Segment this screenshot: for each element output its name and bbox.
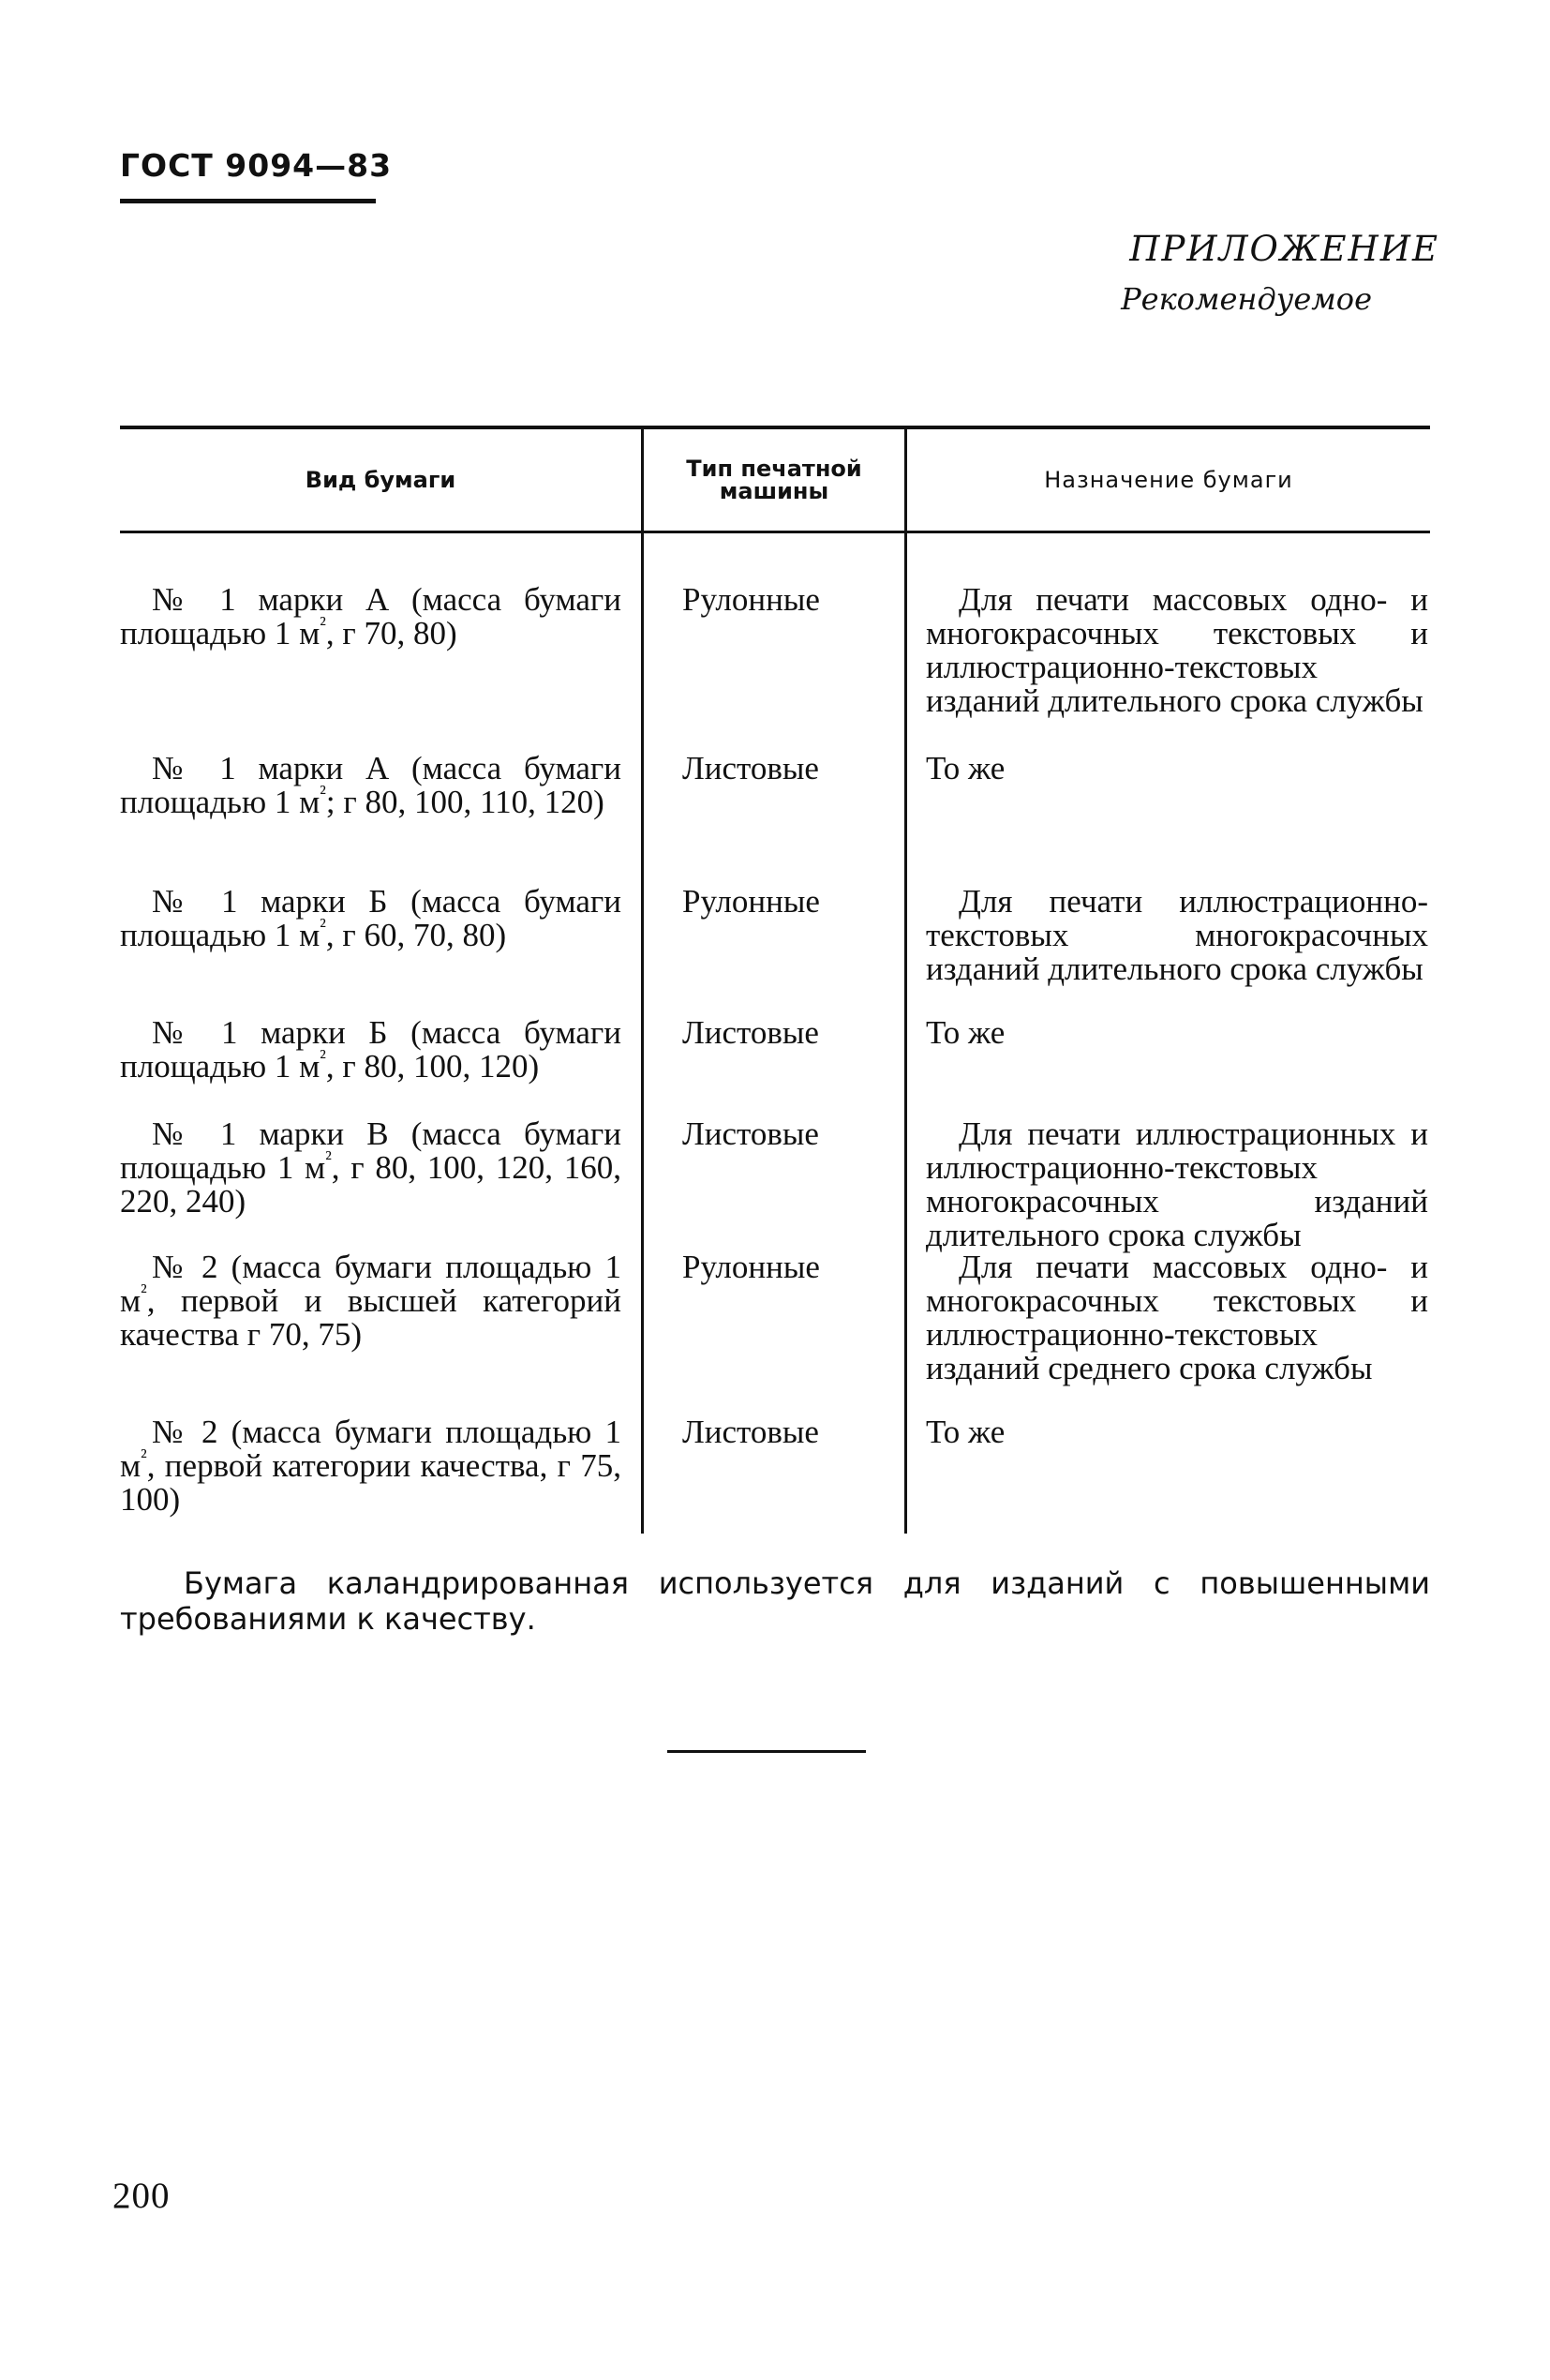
cell-purpose: То же bbox=[926, 1014, 1006, 1051]
table-header-rule bbox=[120, 531, 1430, 533]
cell-paper-type: № 2 (масса бумаги площадью 1 $м^{^2}$, первой категории качества, г 75, 100) bbox=[120, 1414, 621, 1518]
document-code: ГОСТ 9094—83 bbox=[120, 147, 393, 184]
cell-paper-type: № 1 марки А (масса бумаги площадью 1 $м^{^2}$; г 80, 100, 110, 120) bbox=[120, 750, 621, 820]
column-divider bbox=[641, 429, 644, 1534]
document-code-underline bbox=[120, 199, 376, 203]
cell-press-type: Листовые bbox=[682, 1115, 819, 1152]
cell-paper-type: № 2 (масса бумаги площадью 1 $м^{^2}$, первой и высшей категорий качества г 70, 75) bbox=[120, 1249, 621, 1353]
cell-paper-type: № 1 марки В (масса бумаги площадью 1 $м^{^2}$, г 80, 100, 120, 160, 220, 240) bbox=[120, 1115, 621, 1220]
page-number: 200 bbox=[112, 2176, 171, 2216]
column-header-purpose: Назначение бумаги bbox=[1044, 467, 1293, 493]
appendix-title: ПРИЛОЖЕНИЕ bbox=[1129, 229, 1439, 269]
cell-purpose: Для печати иллюстрационных и иллюстрационно-текстовых многокрасочных изданий длительного срока службы bbox=[926, 1115, 1428, 1253]
cell-press-type: Рулонные bbox=[682, 883, 820, 920]
cell-paper-type: № 1 марки Б (масса бумаги площадью 1 $м^{^2}$, г 80, 100, 120) bbox=[120, 1014, 621, 1085]
cell-press-type: Листовые bbox=[682, 750, 819, 786]
cell-purpose: Для печати массовых одно- и многокрасочных текстовых и иллюстрационно-текстовых изданий среднего срока службы bbox=[926, 1249, 1428, 1386]
cell-press-type: Рулонные bbox=[682, 581, 820, 618]
end-rule bbox=[667, 1750, 866, 1753]
cell-purpose: Для печати иллюстрационно-текстовых многокрасочных изданий длительного срока службы bbox=[926, 883, 1428, 987]
cell-paper-type: № 1 марки Б (масса бумаги площадью 1 $м^{^2}$, г 60, 70, 80) bbox=[120, 883, 621, 953]
cell-press-type: Рулонные bbox=[682, 1249, 820, 1285]
cell-press-type: Листовые bbox=[682, 1414, 819, 1450]
calendered-paper-note: Бумага каландрированная используется для изданий с повышенными требованиями к качеству. bbox=[120, 1565, 1430, 1637]
cell-purpose: То же bbox=[926, 1414, 1006, 1450]
paper-table bbox=[120, 422, 1430, 1535]
column-header-paper-type: Вид бумаги bbox=[305, 467, 456, 493]
cell-purpose: То же bbox=[926, 750, 1006, 786]
cell-purpose: Для печати массовых одно- и многокрасочных текстовых и иллюстрационно-текстовых изданий длительного срока службы bbox=[926, 581, 1428, 719]
cell-paper-type: № 1 марки А (масса бумаги площадью 1 $м^{^2}$, г 70, 80) bbox=[120, 581, 621, 651]
column-header-press-type: Тип печатной машины bbox=[686, 456, 862, 504]
column-divider bbox=[904, 429, 907, 1534]
appendix-status: Рекомендуемое bbox=[1121, 281, 1372, 317]
cell-press-type: Листовые bbox=[682, 1014, 819, 1051]
